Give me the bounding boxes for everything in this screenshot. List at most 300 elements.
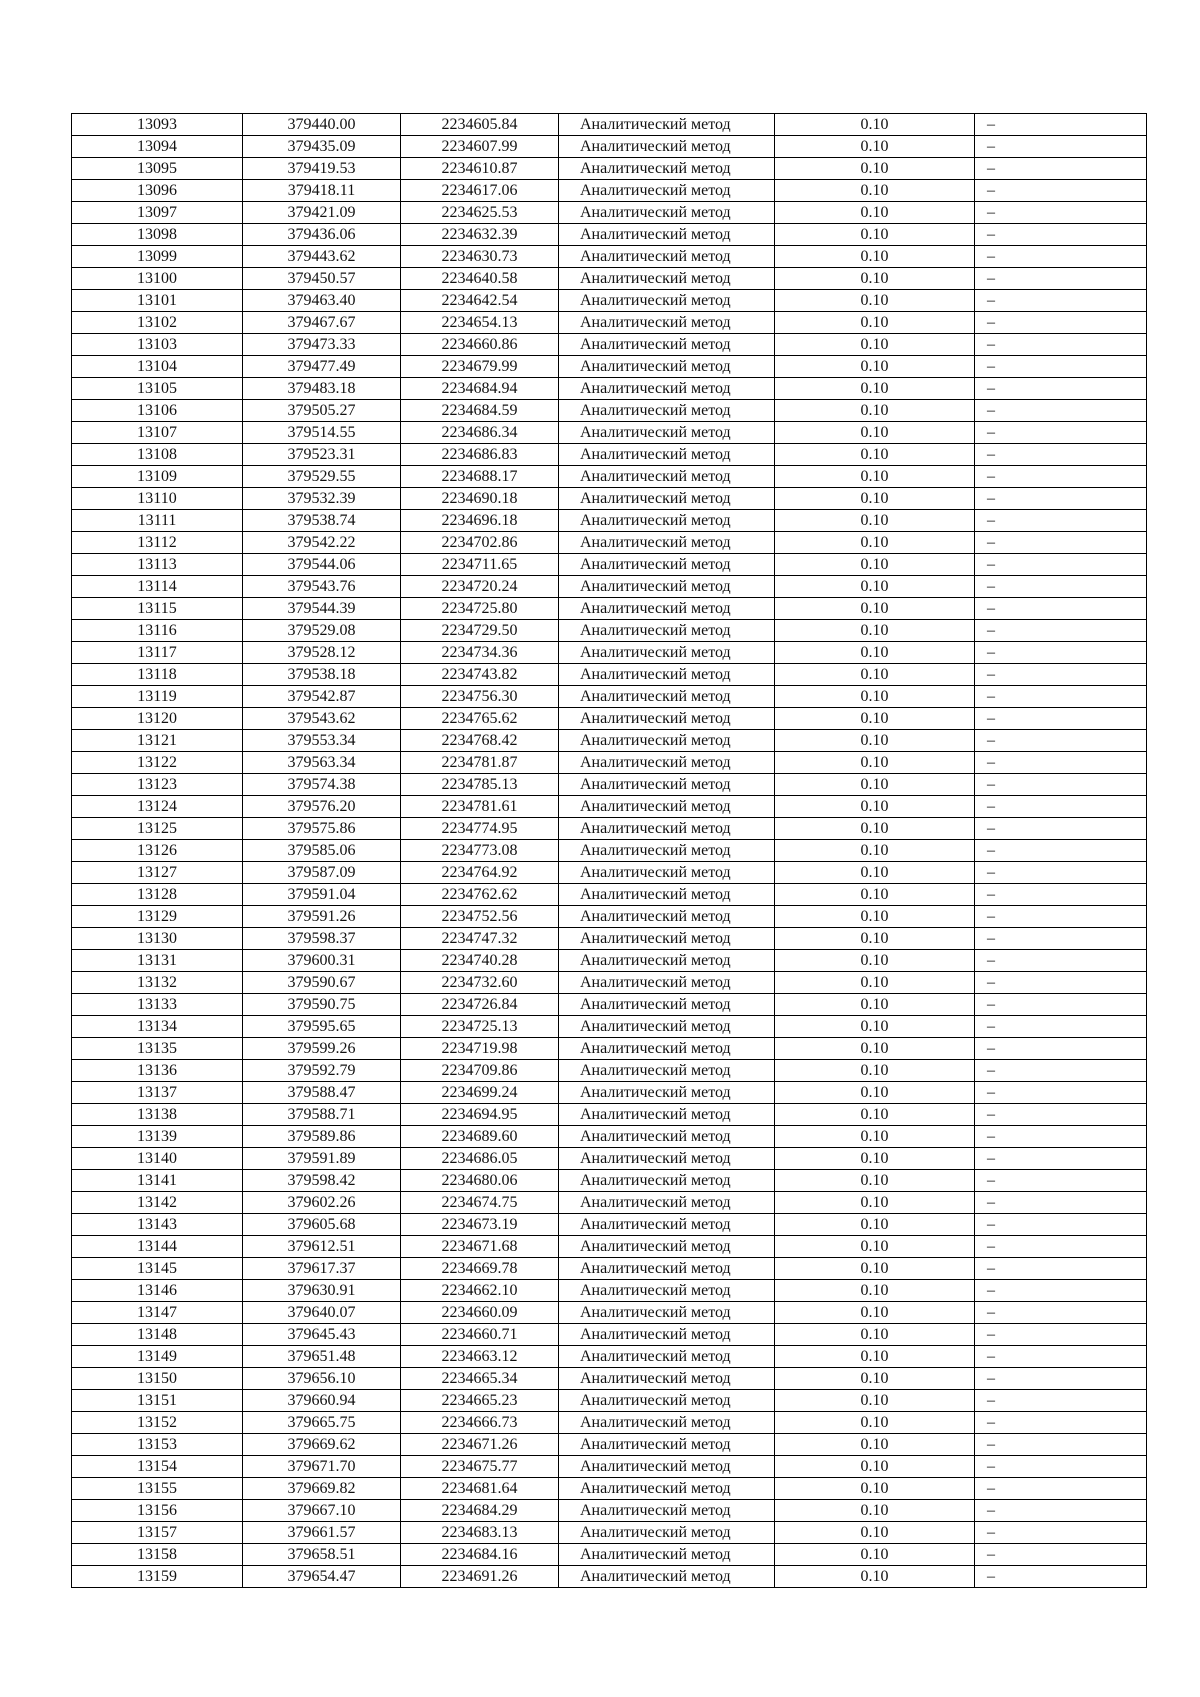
y-coordinate-cell: 2234725.13	[401, 1016, 559, 1038]
coordinates-table	[71, 113, 1147, 1588]
x-coordinate-cell: 379542.87	[243, 686, 401, 708]
accuracy-cell: 0.10	[775, 928, 975, 950]
method-cell: Аналитический метод	[559, 1104, 775, 1126]
table-row	[72, 136, 1147, 158]
accuracy-cell: 0.10	[775, 114, 975, 136]
method-cell: Аналитический метод	[559, 664, 775, 686]
accuracy-cell: 0.10	[775, 1302, 975, 1324]
accuracy-cell: 0.10	[775, 1544, 975, 1566]
y-coordinate-cell: 2234662.10	[401, 1280, 559, 1302]
table-row	[72, 1214, 1147, 1236]
x-coordinate-cell: 379605.68	[243, 1214, 401, 1236]
table-row	[72, 1236, 1147, 1258]
x-coordinate-cell: 379528.12	[243, 642, 401, 664]
y-coordinate-cell: 2234665.23	[401, 1390, 559, 1412]
table-row	[72, 686, 1147, 708]
x-coordinate-cell: 379595.65	[243, 1016, 401, 1038]
point-number-cell: 13136	[72, 1060, 243, 1082]
y-coordinate-cell: 2234699.24	[401, 1082, 559, 1104]
method-cell: Аналитический метод	[559, 818, 775, 840]
accuracy-cell: 0.10	[775, 1390, 975, 1412]
note-cell: –	[975, 774, 1147, 796]
method-cell: Аналитический метод	[559, 1126, 775, 1148]
x-coordinate-cell: 379671.70	[243, 1456, 401, 1478]
method-cell: Аналитический метод	[559, 1522, 775, 1544]
table-row	[72, 554, 1147, 576]
table-row	[72, 1412, 1147, 1434]
note-cell: –	[975, 136, 1147, 158]
point-number-cell: 13129	[72, 906, 243, 928]
y-coordinate-cell: 2234684.94	[401, 378, 559, 400]
point-number-cell: 13097	[72, 202, 243, 224]
y-coordinate-cell: 2234669.78	[401, 1258, 559, 1280]
accuracy-cell: 0.10	[775, 708, 975, 730]
x-coordinate-cell: 379665.75	[243, 1412, 401, 1434]
y-coordinate-cell: 2234625.53	[401, 202, 559, 224]
point-number-cell: 13137	[72, 1082, 243, 1104]
table-row	[72, 444, 1147, 466]
point-number-cell: 13128	[72, 884, 243, 906]
x-coordinate-cell: 379505.27	[243, 400, 401, 422]
x-coordinate-cell: 379599.26	[243, 1038, 401, 1060]
accuracy-cell: 0.10	[775, 334, 975, 356]
method-cell: Аналитический метод	[559, 532, 775, 554]
table-row	[72, 1522, 1147, 1544]
note-cell: –	[975, 246, 1147, 268]
accuracy-cell: 0.10	[775, 356, 975, 378]
table-row	[72, 708, 1147, 730]
point-number-cell: 13132	[72, 972, 243, 994]
note-cell: –	[975, 1412, 1147, 1434]
accuracy-cell: 0.10	[775, 1192, 975, 1214]
accuracy-cell: 0.10	[775, 1500, 975, 1522]
y-coordinate-cell: 2234683.13	[401, 1522, 559, 1544]
x-coordinate-cell: 379576.20	[243, 796, 401, 818]
accuracy-cell: 0.10	[775, 884, 975, 906]
y-coordinate-cell: 2234688.17	[401, 466, 559, 488]
note-cell: –	[975, 928, 1147, 950]
point-number-cell: 13120	[72, 708, 243, 730]
method-cell: Аналитический метод	[559, 1324, 775, 1346]
y-coordinate-cell: 2234617.06	[401, 180, 559, 202]
note-cell: –	[975, 290, 1147, 312]
x-coordinate-cell: 379436.06	[243, 224, 401, 246]
note-cell: –	[975, 752, 1147, 774]
point-number-cell: 13158	[72, 1544, 243, 1566]
method-cell: Аналитический метод	[559, 1412, 775, 1434]
method-cell: Аналитический метод	[559, 136, 775, 158]
table-row	[72, 1500, 1147, 1522]
x-coordinate-cell: 379544.39	[243, 598, 401, 620]
method-cell: Аналитический метод	[559, 466, 775, 488]
y-coordinate-cell: 2234679.99	[401, 356, 559, 378]
note-cell: –	[975, 972, 1147, 994]
y-coordinate-cell: 2234774.95	[401, 818, 559, 840]
y-coordinate-cell: 2234773.08	[401, 840, 559, 862]
accuracy-cell: 0.10	[775, 532, 975, 554]
x-coordinate-cell: 379591.26	[243, 906, 401, 928]
method-cell: Аналитический метод	[559, 180, 775, 202]
point-number-cell: 13106	[72, 400, 243, 422]
note-cell: –	[975, 114, 1147, 136]
method-cell: Аналитический метод	[559, 1280, 775, 1302]
y-coordinate-cell: 2234691.26	[401, 1566, 559, 1588]
x-coordinate-cell: 379532.39	[243, 488, 401, 510]
y-coordinate-cell: 2234764.92	[401, 862, 559, 884]
accuracy-cell: 0.10	[775, 400, 975, 422]
point-number-cell: 13093	[72, 114, 243, 136]
accuracy-cell: 0.10	[775, 1478, 975, 1500]
point-number-cell: 13102	[72, 312, 243, 334]
table-row	[72, 1478, 1147, 1500]
x-coordinate-cell: 379443.62	[243, 246, 401, 268]
note-cell: –	[975, 378, 1147, 400]
y-coordinate-cell: 2234720.24	[401, 576, 559, 598]
table-row	[72, 378, 1147, 400]
table-row	[72, 906, 1147, 928]
y-coordinate-cell: 2234740.28	[401, 950, 559, 972]
note-cell: –	[975, 1214, 1147, 1236]
method-cell: Аналитический метод	[559, 400, 775, 422]
y-coordinate-cell: 2234642.54	[401, 290, 559, 312]
table-row	[72, 1126, 1147, 1148]
table-row	[72, 532, 1147, 554]
accuracy-cell: 0.10	[775, 1016, 975, 1038]
table-row	[72, 884, 1147, 906]
method-cell: Аналитический метод	[559, 1016, 775, 1038]
note-cell: –	[975, 1258, 1147, 1280]
y-coordinate-cell: 2234709.86	[401, 1060, 559, 1082]
point-number-cell: 13127	[72, 862, 243, 884]
method-cell: Аналитический метод	[559, 1236, 775, 1258]
note-cell: –	[975, 1060, 1147, 1082]
table-row	[72, 158, 1147, 180]
method-cell: Аналитический метод	[559, 1258, 775, 1280]
y-coordinate-cell: 2234689.60	[401, 1126, 559, 1148]
note-cell: –	[975, 1368, 1147, 1390]
method-cell: Аналитический метод	[559, 378, 775, 400]
accuracy-cell: 0.10	[775, 1566, 975, 1588]
note-cell: –	[975, 466, 1147, 488]
point-number-cell: 13152	[72, 1412, 243, 1434]
y-coordinate-cell: 2234732.60	[401, 972, 559, 994]
x-coordinate-cell: 379598.42	[243, 1170, 401, 1192]
table-row	[72, 1324, 1147, 1346]
note-cell: –	[975, 1324, 1147, 1346]
note-cell: –	[975, 884, 1147, 906]
table-row	[72, 422, 1147, 444]
method-cell: Аналитический метод	[559, 1456, 775, 1478]
x-coordinate-cell: 379543.62	[243, 708, 401, 730]
note-cell: –	[975, 906, 1147, 928]
accuracy-cell: 0.10	[775, 1434, 975, 1456]
x-coordinate-cell: 379435.09	[243, 136, 401, 158]
y-coordinate-cell: 2234690.18	[401, 488, 559, 510]
method-cell: Аналитический метод	[559, 1214, 775, 1236]
point-number-cell: 13157	[72, 1522, 243, 1544]
accuracy-cell: 0.10	[775, 598, 975, 620]
table-row	[72, 620, 1147, 642]
note-cell: –	[975, 730, 1147, 752]
accuracy-cell: 0.10	[775, 246, 975, 268]
point-number-cell: 13140	[72, 1148, 243, 1170]
note-cell: –	[975, 1434, 1147, 1456]
method-cell: Аналитический метод	[559, 268, 775, 290]
y-coordinate-cell: 2234747.32	[401, 928, 559, 950]
point-number-cell: 13124	[72, 796, 243, 818]
table-row	[72, 730, 1147, 752]
table-row	[72, 1082, 1147, 1104]
method-cell: Аналитический метод	[559, 554, 775, 576]
method-cell: Аналитический метод	[559, 444, 775, 466]
point-number-cell: 13116	[72, 620, 243, 642]
method-cell: Аналитический метод	[559, 774, 775, 796]
y-coordinate-cell: 2234632.39	[401, 224, 559, 246]
x-coordinate-cell: 379467.67	[243, 312, 401, 334]
point-number-cell: 13150	[72, 1368, 243, 1390]
x-coordinate-cell: 379544.06	[243, 554, 401, 576]
x-coordinate-cell: 379591.89	[243, 1148, 401, 1170]
note-cell: –	[975, 224, 1147, 246]
method-cell: Аналитический метод	[559, 598, 775, 620]
x-coordinate-cell: 379630.91	[243, 1280, 401, 1302]
point-number-cell: 13143	[72, 1214, 243, 1236]
note-cell: –	[975, 268, 1147, 290]
note-cell: –	[975, 686, 1147, 708]
method-cell: Аналитический метод	[559, 158, 775, 180]
accuracy-cell: 0.10	[775, 1104, 975, 1126]
y-coordinate-cell: 2234726.84	[401, 994, 559, 1016]
y-coordinate-cell: 2234673.19	[401, 1214, 559, 1236]
x-coordinate-cell: 379645.43	[243, 1324, 401, 1346]
point-number-cell: 13094	[72, 136, 243, 158]
note-cell: –	[975, 664, 1147, 686]
accuracy-cell: 0.10	[775, 994, 975, 1016]
accuracy-cell: 0.10	[775, 1324, 975, 1346]
table-row	[72, 818, 1147, 840]
point-number-cell: 13103	[72, 334, 243, 356]
method-cell: Аналитический метод	[559, 1148, 775, 1170]
method-cell: Аналитический метод	[559, 1368, 775, 1390]
table-row	[72, 950, 1147, 972]
point-number-cell: 13111	[72, 510, 243, 532]
point-number-cell: 13105	[72, 378, 243, 400]
method-cell: Аналитический метод	[559, 1434, 775, 1456]
method-cell: Аналитический метод	[559, 1082, 775, 1104]
x-coordinate-cell: 379523.31	[243, 444, 401, 466]
note-cell: –	[975, 444, 1147, 466]
y-coordinate-cell: 2234640.58	[401, 268, 559, 290]
accuracy-cell: 0.10	[775, 1082, 975, 1104]
point-number-cell: 13122	[72, 752, 243, 774]
note-cell: –	[975, 1500, 1147, 1522]
accuracy-cell: 0.10	[775, 1126, 975, 1148]
point-number-cell: 13145	[72, 1258, 243, 1280]
y-coordinate-cell: 2234729.50	[401, 620, 559, 642]
y-coordinate-cell: 2234702.86	[401, 532, 559, 554]
x-coordinate-cell: 379538.18	[243, 664, 401, 686]
x-coordinate-cell: 379450.57	[243, 268, 401, 290]
accuracy-cell: 0.10	[775, 136, 975, 158]
x-coordinate-cell: 379600.31	[243, 950, 401, 972]
table-row	[72, 202, 1147, 224]
accuracy-cell: 0.10	[775, 1368, 975, 1390]
table-row	[72, 268, 1147, 290]
x-coordinate-cell: 379483.18	[243, 378, 401, 400]
point-number-cell: 13104	[72, 356, 243, 378]
note-cell: –	[975, 620, 1147, 642]
note-cell: –	[975, 1236, 1147, 1258]
accuracy-cell: 0.10	[775, 466, 975, 488]
accuracy-cell: 0.10	[775, 554, 975, 576]
x-coordinate-cell: 379598.37	[243, 928, 401, 950]
note-cell: –	[975, 862, 1147, 884]
accuracy-cell: 0.10	[775, 1280, 975, 1302]
method-cell: Аналитический метод	[559, 862, 775, 884]
point-number-cell: 13098	[72, 224, 243, 246]
accuracy-cell: 0.10	[775, 202, 975, 224]
x-coordinate-cell: 379656.10	[243, 1368, 401, 1390]
x-coordinate-cell: 379654.47	[243, 1566, 401, 1588]
point-number-cell: 13099	[72, 246, 243, 268]
y-coordinate-cell: 2234686.83	[401, 444, 559, 466]
method-cell: Аналитический метод	[559, 334, 775, 356]
method-cell: Аналитический метод	[559, 972, 775, 994]
table-row	[72, 796, 1147, 818]
method-cell: Аналитический метод	[559, 246, 775, 268]
x-coordinate-cell: 379543.76	[243, 576, 401, 598]
accuracy-cell: 0.10	[775, 1170, 975, 1192]
accuracy-cell: 0.10	[775, 290, 975, 312]
note-cell: –	[975, 1566, 1147, 1588]
accuracy-cell: 0.10	[775, 620, 975, 642]
method-cell: Аналитический метод	[559, 686, 775, 708]
y-coordinate-cell: 2234681.64	[401, 1478, 559, 1500]
x-coordinate-cell: 379640.07	[243, 1302, 401, 1324]
point-number-cell: 13156	[72, 1500, 243, 1522]
point-number-cell: 13114	[72, 576, 243, 598]
accuracy-cell: 0.10	[775, 752, 975, 774]
table-row	[72, 1060, 1147, 1082]
method-cell: Аналитический метод	[559, 1170, 775, 1192]
accuracy-cell: 0.10	[775, 1038, 975, 1060]
note-cell: –	[975, 1456, 1147, 1478]
y-coordinate-cell: 2234684.59	[401, 400, 559, 422]
table-row	[72, 1280, 1147, 1302]
table-row	[72, 1544, 1147, 1566]
method-cell: Аналитический метод	[559, 1478, 775, 1500]
accuracy-cell: 0.10	[775, 1522, 975, 1544]
point-number-cell: 13135	[72, 1038, 243, 1060]
method-cell: Аналитический метод	[559, 730, 775, 752]
point-number-cell: 13095	[72, 158, 243, 180]
note-cell: –	[975, 1192, 1147, 1214]
note-cell: –	[975, 1170, 1147, 1192]
y-coordinate-cell: 2234765.62	[401, 708, 559, 730]
method-cell: Аналитический метод	[559, 620, 775, 642]
accuracy-cell: 0.10	[775, 224, 975, 246]
point-number-cell: 13138	[72, 1104, 243, 1126]
note-cell: –	[975, 312, 1147, 334]
x-coordinate-cell: 379617.37	[243, 1258, 401, 1280]
table-row	[72, 114, 1147, 136]
x-coordinate-cell: 379440.00	[243, 114, 401, 136]
x-coordinate-cell: 379585.06	[243, 840, 401, 862]
point-number-cell: 13126	[72, 840, 243, 862]
table-row	[72, 1368, 1147, 1390]
x-coordinate-cell: 379590.67	[243, 972, 401, 994]
accuracy-cell: 0.10	[775, 774, 975, 796]
accuracy-cell: 0.10	[775, 818, 975, 840]
note-cell: –	[975, 642, 1147, 664]
method-cell: Аналитический метод	[559, 114, 775, 136]
note-cell: –	[975, 422, 1147, 444]
accuracy-cell: 0.10	[775, 796, 975, 818]
accuracy-cell: 0.10	[775, 510, 975, 532]
method-cell: Аналитический метод	[559, 950, 775, 972]
y-coordinate-cell: 2234686.05	[401, 1148, 559, 1170]
x-coordinate-cell: 379574.38	[243, 774, 401, 796]
note-cell: –	[975, 1544, 1147, 1566]
x-coordinate-cell: 379542.22	[243, 532, 401, 554]
note-cell: –	[975, 202, 1147, 224]
table-row	[72, 246, 1147, 268]
method-cell: Аналитический метод	[559, 884, 775, 906]
point-number-cell: 13112	[72, 532, 243, 554]
y-coordinate-cell: 2234663.12	[401, 1346, 559, 1368]
method-cell: Аналитический метод	[559, 1192, 775, 1214]
method-cell: Аналитический метод	[559, 202, 775, 224]
note-cell: –	[975, 1148, 1147, 1170]
method-cell: Аналитический метод	[559, 1346, 775, 1368]
point-number-cell: 13100	[72, 268, 243, 290]
y-coordinate-cell: 2234719.98	[401, 1038, 559, 1060]
point-number-cell: 13148	[72, 1324, 243, 1346]
x-coordinate-cell: 379589.86	[243, 1126, 401, 1148]
method-cell: Аналитический метод	[559, 906, 775, 928]
method-cell: Аналитический метод	[559, 642, 775, 664]
x-coordinate-cell: 379529.55	[243, 466, 401, 488]
y-coordinate-cell: 2234781.61	[401, 796, 559, 818]
method-cell: Аналитический метод	[559, 1544, 775, 1566]
point-number-cell: 13118	[72, 664, 243, 686]
note-cell: –	[975, 1346, 1147, 1368]
x-coordinate-cell: 379588.71	[243, 1104, 401, 1126]
table-row	[72, 312, 1147, 334]
accuracy-cell: 0.10	[775, 1214, 975, 1236]
point-number-cell: 13154	[72, 1456, 243, 1478]
accuracy-cell: 0.10	[775, 1060, 975, 1082]
y-coordinate-cell: 2234768.42	[401, 730, 559, 752]
x-coordinate-cell: 379553.34	[243, 730, 401, 752]
y-coordinate-cell: 2234696.18	[401, 510, 559, 532]
table-row	[72, 664, 1147, 686]
table-row	[72, 752, 1147, 774]
table-row	[72, 400, 1147, 422]
point-number-cell: 13142	[72, 1192, 243, 1214]
point-number-cell: 13121	[72, 730, 243, 752]
y-coordinate-cell: 2234671.26	[401, 1434, 559, 1456]
table-row	[72, 1038, 1147, 1060]
method-cell: Аналитический метод	[559, 708, 775, 730]
table-row	[72, 290, 1147, 312]
accuracy-cell: 0.10	[775, 686, 975, 708]
accuracy-cell: 0.10	[775, 422, 975, 444]
accuracy-cell: 0.10	[775, 1412, 975, 1434]
point-number-cell: 13133	[72, 994, 243, 1016]
table-row	[72, 928, 1147, 950]
note-cell: –	[975, 1390, 1147, 1412]
